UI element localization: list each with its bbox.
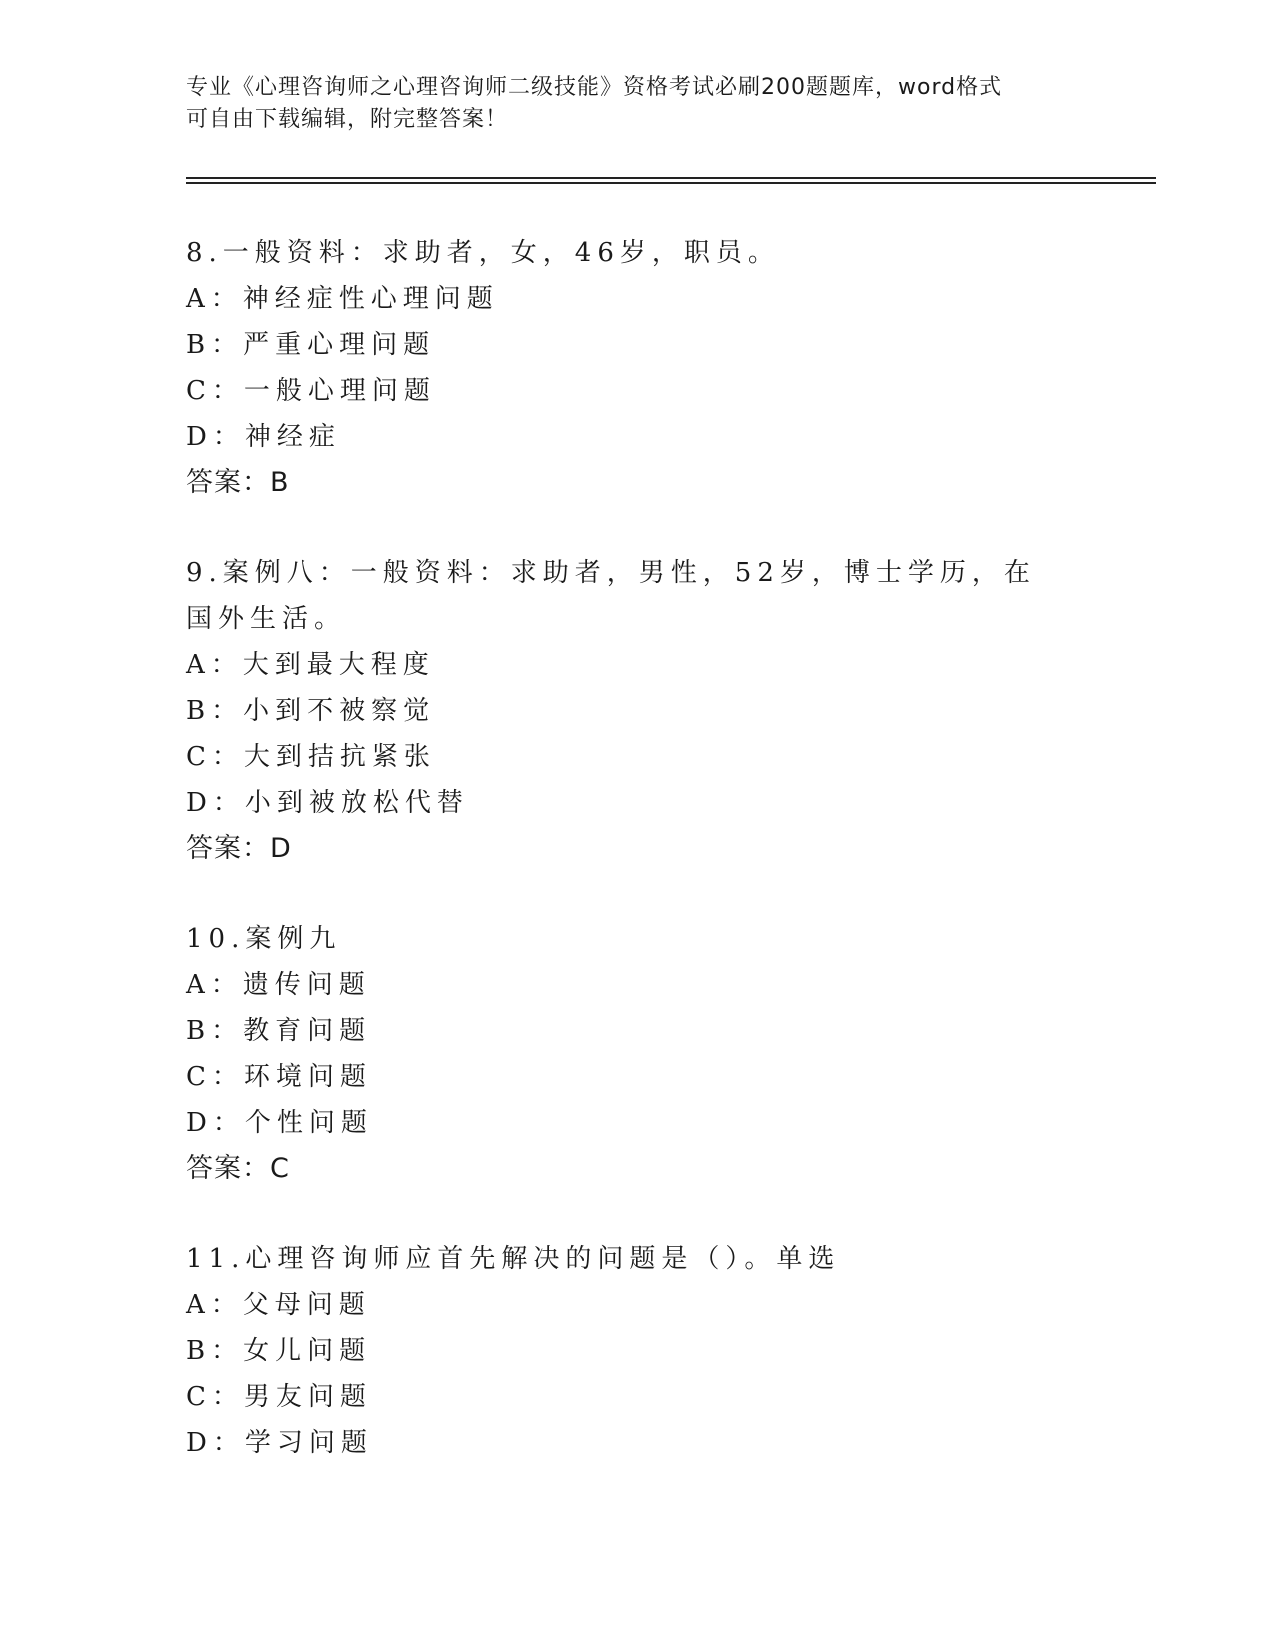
question-list xyxy=(186,230,1086,1510)
option-c: C：男友问题 xyxy=(186,1382,372,1412)
option-c: C：环境问题 xyxy=(186,1062,372,1092)
option-a: A：遗传问题 xyxy=(186,970,371,1000)
answer-text: 答案：D xyxy=(186,833,292,864)
option-a: A：神经症性心理问题 xyxy=(186,284,499,314)
header-line-1: 专业《心理咨询师之心理咨询师二级技能》资格考试必刷200题题库，word格式 xyxy=(186,75,1003,100)
option-a: A：父母问题 xyxy=(186,1290,371,1320)
question-10 xyxy=(186,916,1086,1192)
question-stem: 11.心理咨询师应首先解决的问题是（）。单选 xyxy=(186,1244,841,1274)
option-b: B：教育问题 xyxy=(186,1016,372,1046)
header-divider-top xyxy=(186,177,1156,179)
question-stem: 9.案例八：一般资料：求助者，男性，52岁，博士学历，在国外生活。 xyxy=(186,558,1036,634)
option-c: C：一般心理问题 xyxy=(186,376,436,406)
question-stem: 10.案例九 xyxy=(186,924,342,954)
option-a: A：大到最大程度 xyxy=(186,650,435,680)
question-stem: 8.一般资料：求助者，女，46岁，职员。 xyxy=(186,238,780,268)
option-b: B：女儿问题 xyxy=(186,1336,372,1366)
option-d: D：神经症 xyxy=(186,422,341,452)
header-line-2: 可自由下载编辑，附完整答案！ xyxy=(186,107,509,132)
option-d: D：个性问题 xyxy=(186,1108,373,1138)
option-d: D：小到被放松代替 xyxy=(186,788,469,818)
option-b: B：小到不被察觉 xyxy=(186,696,436,726)
answer-text: 答案：B xyxy=(186,467,290,498)
question-8 xyxy=(186,230,1086,506)
option-d: D：学习问题 xyxy=(186,1428,373,1458)
question-11 xyxy=(186,1236,1086,1466)
option-c: C：大到拮抗紧张 xyxy=(186,742,436,772)
answer-text: 答案：C xyxy=(186,1153,290,1184)
document-header xyxy=(186,72,1086,136)
question-9 xyxy=(186,550,1086,872)
option-b: B：严重心理问题 xyxy=(186,330,436,360)
header-divider-bottom xyxy=(186,182,1156,184)
